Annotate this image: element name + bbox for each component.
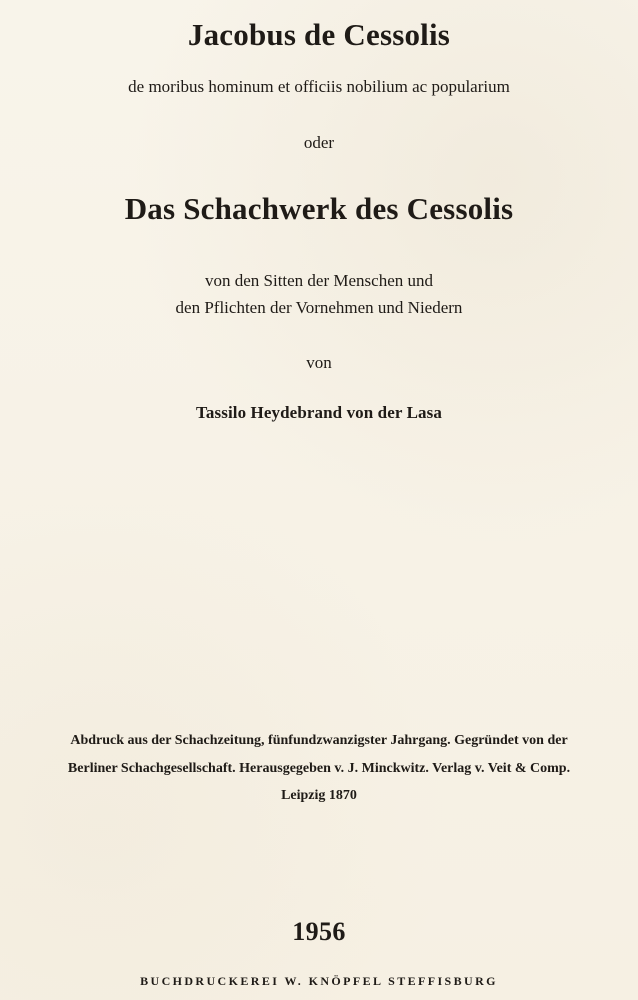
german-subtitle-line-2: den Pflichten der Vornehmen und Niedern — [175, 298, 463, 317]
publication-year: 1956 — [292, 917, 346, 946]
author-name: Tassilo Heydebrand von der Lasa — [196, 403, 442, 422]
reprint-note-line-3: Leipzig 1870 — [281, 788, 357, 803]
printer-name: BUCHDRUCKEREI W. KNÖPFEL STEFFISBURG — [140, 974, 498, 988]
main-title: Das Schachwerk des Cessolis — [124, 191, 514, 226]
german-subtitle-line-1: von den Sitten der Menschen und — [204, 271, 434, 290]
reprint-note-line-2: Berliner Schachgesellschaft. Herausgegeben v. J. Minckwitz. Verlag v. Veit & Comp. — [67, 761, 571, 776]
latin-subtitle: de moribus hominum et officiis nobilium ac popularium — [128, 77, 510, 96]
conjunction-oder: oder — [303, 133, 335, 152]
author-prefix: von — [306, 353, 332, 372]
reprint-note-line-1: Abdruck aus der Schachzeitung, fünfundzwanzigster Jahrgang. Gegründet von der — [70, 733, 568, 748]
author-title: Jacobus de Cessolis — [187, 17, 451, 52]
